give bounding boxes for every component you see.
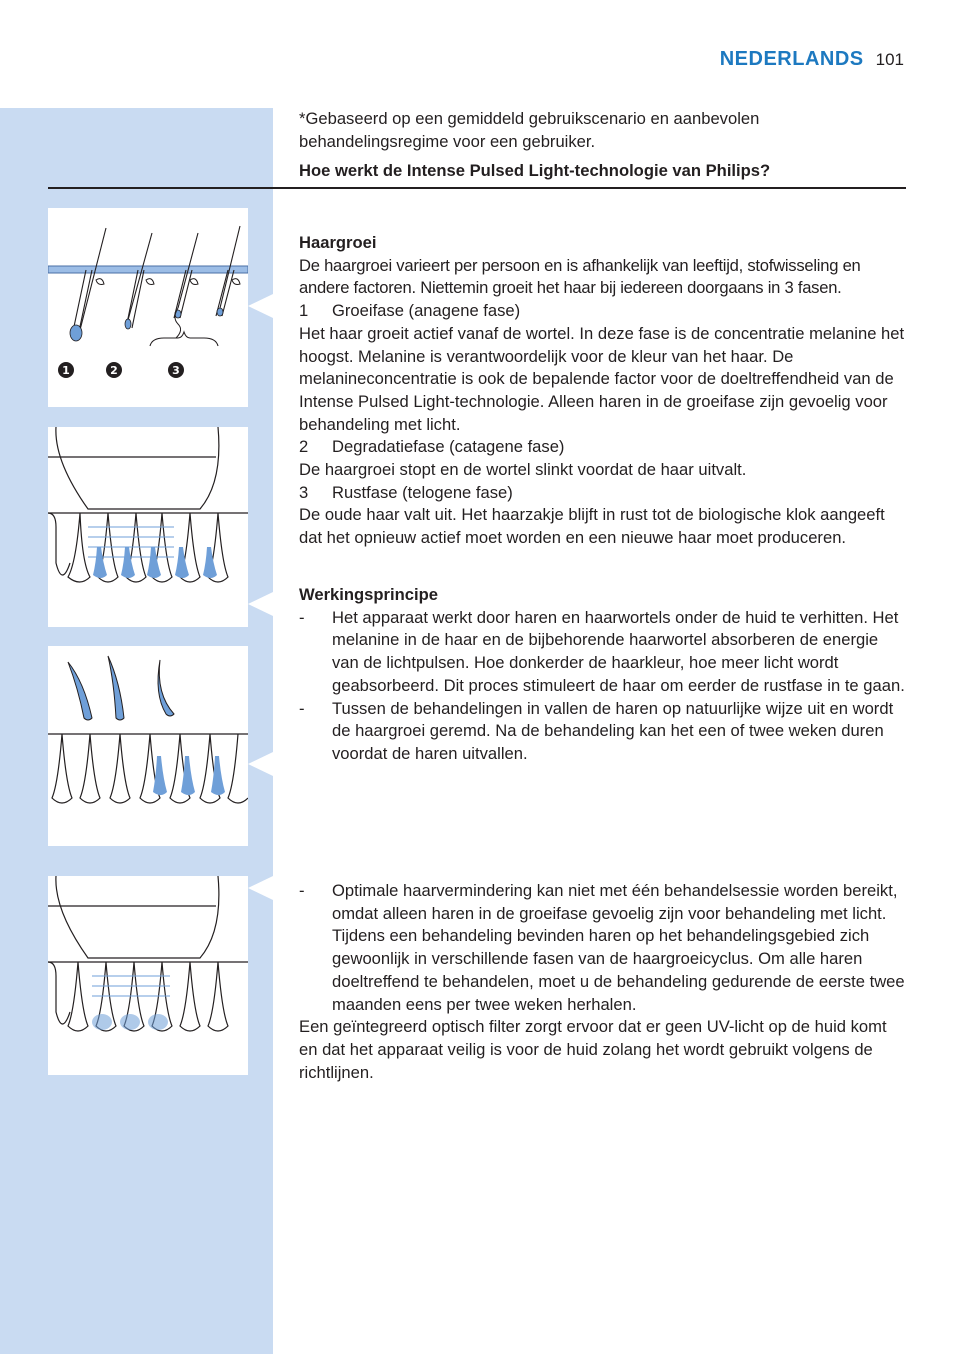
figure-device-treatment	[48, 427, 248, 627]
heading-rule	[48, 187, 906, 189]
closing-paragraph: Een geïntegreerd optisch filter zorgt ervoor dat er geen UV-licht op de huid komt en dat het apparaat veilig is voor de huid zolang het wordt gebruikt volgens de richtlijnen.	[299, 1017, 887, 1082]
phase-2-text: De haargroei stopt en de wortel slinkt voordat de haar uitvalt.	[299, 460, 747, 480]
hair-falling-illustration	[48, 646, 248, 846]
phase-marker-3: 3	[172, 364, 180, 377]
section-heading: Hoe werkt de Intense Pulsed Light-technologie van Philips?	[299, 161, 771, 181]
footnote: *Gebaseerd op een gemiddeld gebruikscenario en aanbevolen behandelingsregime voor een gebruiker.	[299, 109, 760, 151]
phase-marker-2: 2	[110, 364, 118, 377]
optimaal-bullet: - Optimale haarvermindering kan niet met één behandelsessie worden bereikt, omdat alleen haren in de groeifase gevoelig zijn voor behandeling met licht. Tijdens een behandeling bevinden haren op het behandelingsgebied zich gewoonlijk in verschillende fasen van de haargroeicyclus. Om alle haren doeltreffend te behandelen, moet u de behandeling gedurende de eerste twee maanden eens per twee weken herhalen.	[299, 881, 905, 1014]
figure-hair-falling	[48, 646, 248, 846]
phase-3-title: 3 Rustfase (telogene fase)	[299, 482, 513, 502]
device-treatment-illustration	[48, 427, 248, 627]
figure-pointer	[248, 876, 273, 900]
haargroei-intro: De haargroei varieert per persoon en is afhankelijk van leeftijd, stofwisseling en andere factoren. Niettemin groeit het haar bij iedereen doorgaans in 3 fasen.	[299, 255, 861, 298]
phase-1-title: 1 Groeifase (anagene fase)	[299, 301, 521, 321]
haargroei-heading: Haargroei	[299, 233, 377, 252]
werking-bullet-2: - Tussen de behandelingen in vallen de haren op natuurlijke wijze uit en wordt de haargroei geremd. Na de behandeling kan het een of twee weken duren voordat de haren uitvallen.	[299, 698, 894, 763]
hair-phases-illustration	[48, 208, 248, 407]
figure-pointer	[248, 294, 273, 318]
figure-pointer	[248, 752, 273, 776]
page-number: 101	[875, 50, 904, 69]
phase-3-text: De oude haar valt uit. Het haarzakje blijft in rust tot de biologische klok aangeeft dat het opnieuw actief moet worden en een nieuwe haar moet produceren.	[299, 505, 885, 548]
werking-bullet-1: - Het apparaat werkt door haren en haarwortels onder de huid te verhitten. Het melanine in de haar en de bijbehorende haarwortel absorberen de energie van de lichtpulsen. Hoe donkerder de haarkleur, hoe meer licht wordt geabsorbeerd. Dit proces stimuleert de haar om eerder de rustfase in te gaan.	[299, 607, 905, 695]
phase-1-text: Het haar groeit actief vanaf de wortel. In deze fase is de concentratie melanine het hoogst. Melanine is verantwoordelijk voor de kleur van het haar. De melanineconcentratie is ook de bepalende factor voor de doeltreffendheid van de Intense Pulsed Light-technologie. Alleen haren in de groeifase zijn gevoelig voor behandeling met licht.	[299, 323, 905, 434]
werking-section	[299, 584, 909, 766]
device-mixed-phases-illustration	[48, 876, 248, 1075]
werking-heading: Werkingsprincipe	[299, 585, 438, 604]
page-header	[720, 48, 904, 71]
phase-2-title: 2 Degradatiefase (catagene fase)	[299, 437, 565, 457]
figure-device-mixed-phases	[48, 876, 248, 1075]
optimaal-section	[299, 880, 909, 1084]
haargroei-section	[299, 232, 909, 550]
language-label: NEDERLANDS	[719, 48, 864, 70]
phase-marker-1: 1	[62, 364, 70, 377]
figure-pointer	[248, 592, 273, 616]
intro-section	[299, 108, 909, 183]
figure-hair-phases	[48, 208, 248, 407]
